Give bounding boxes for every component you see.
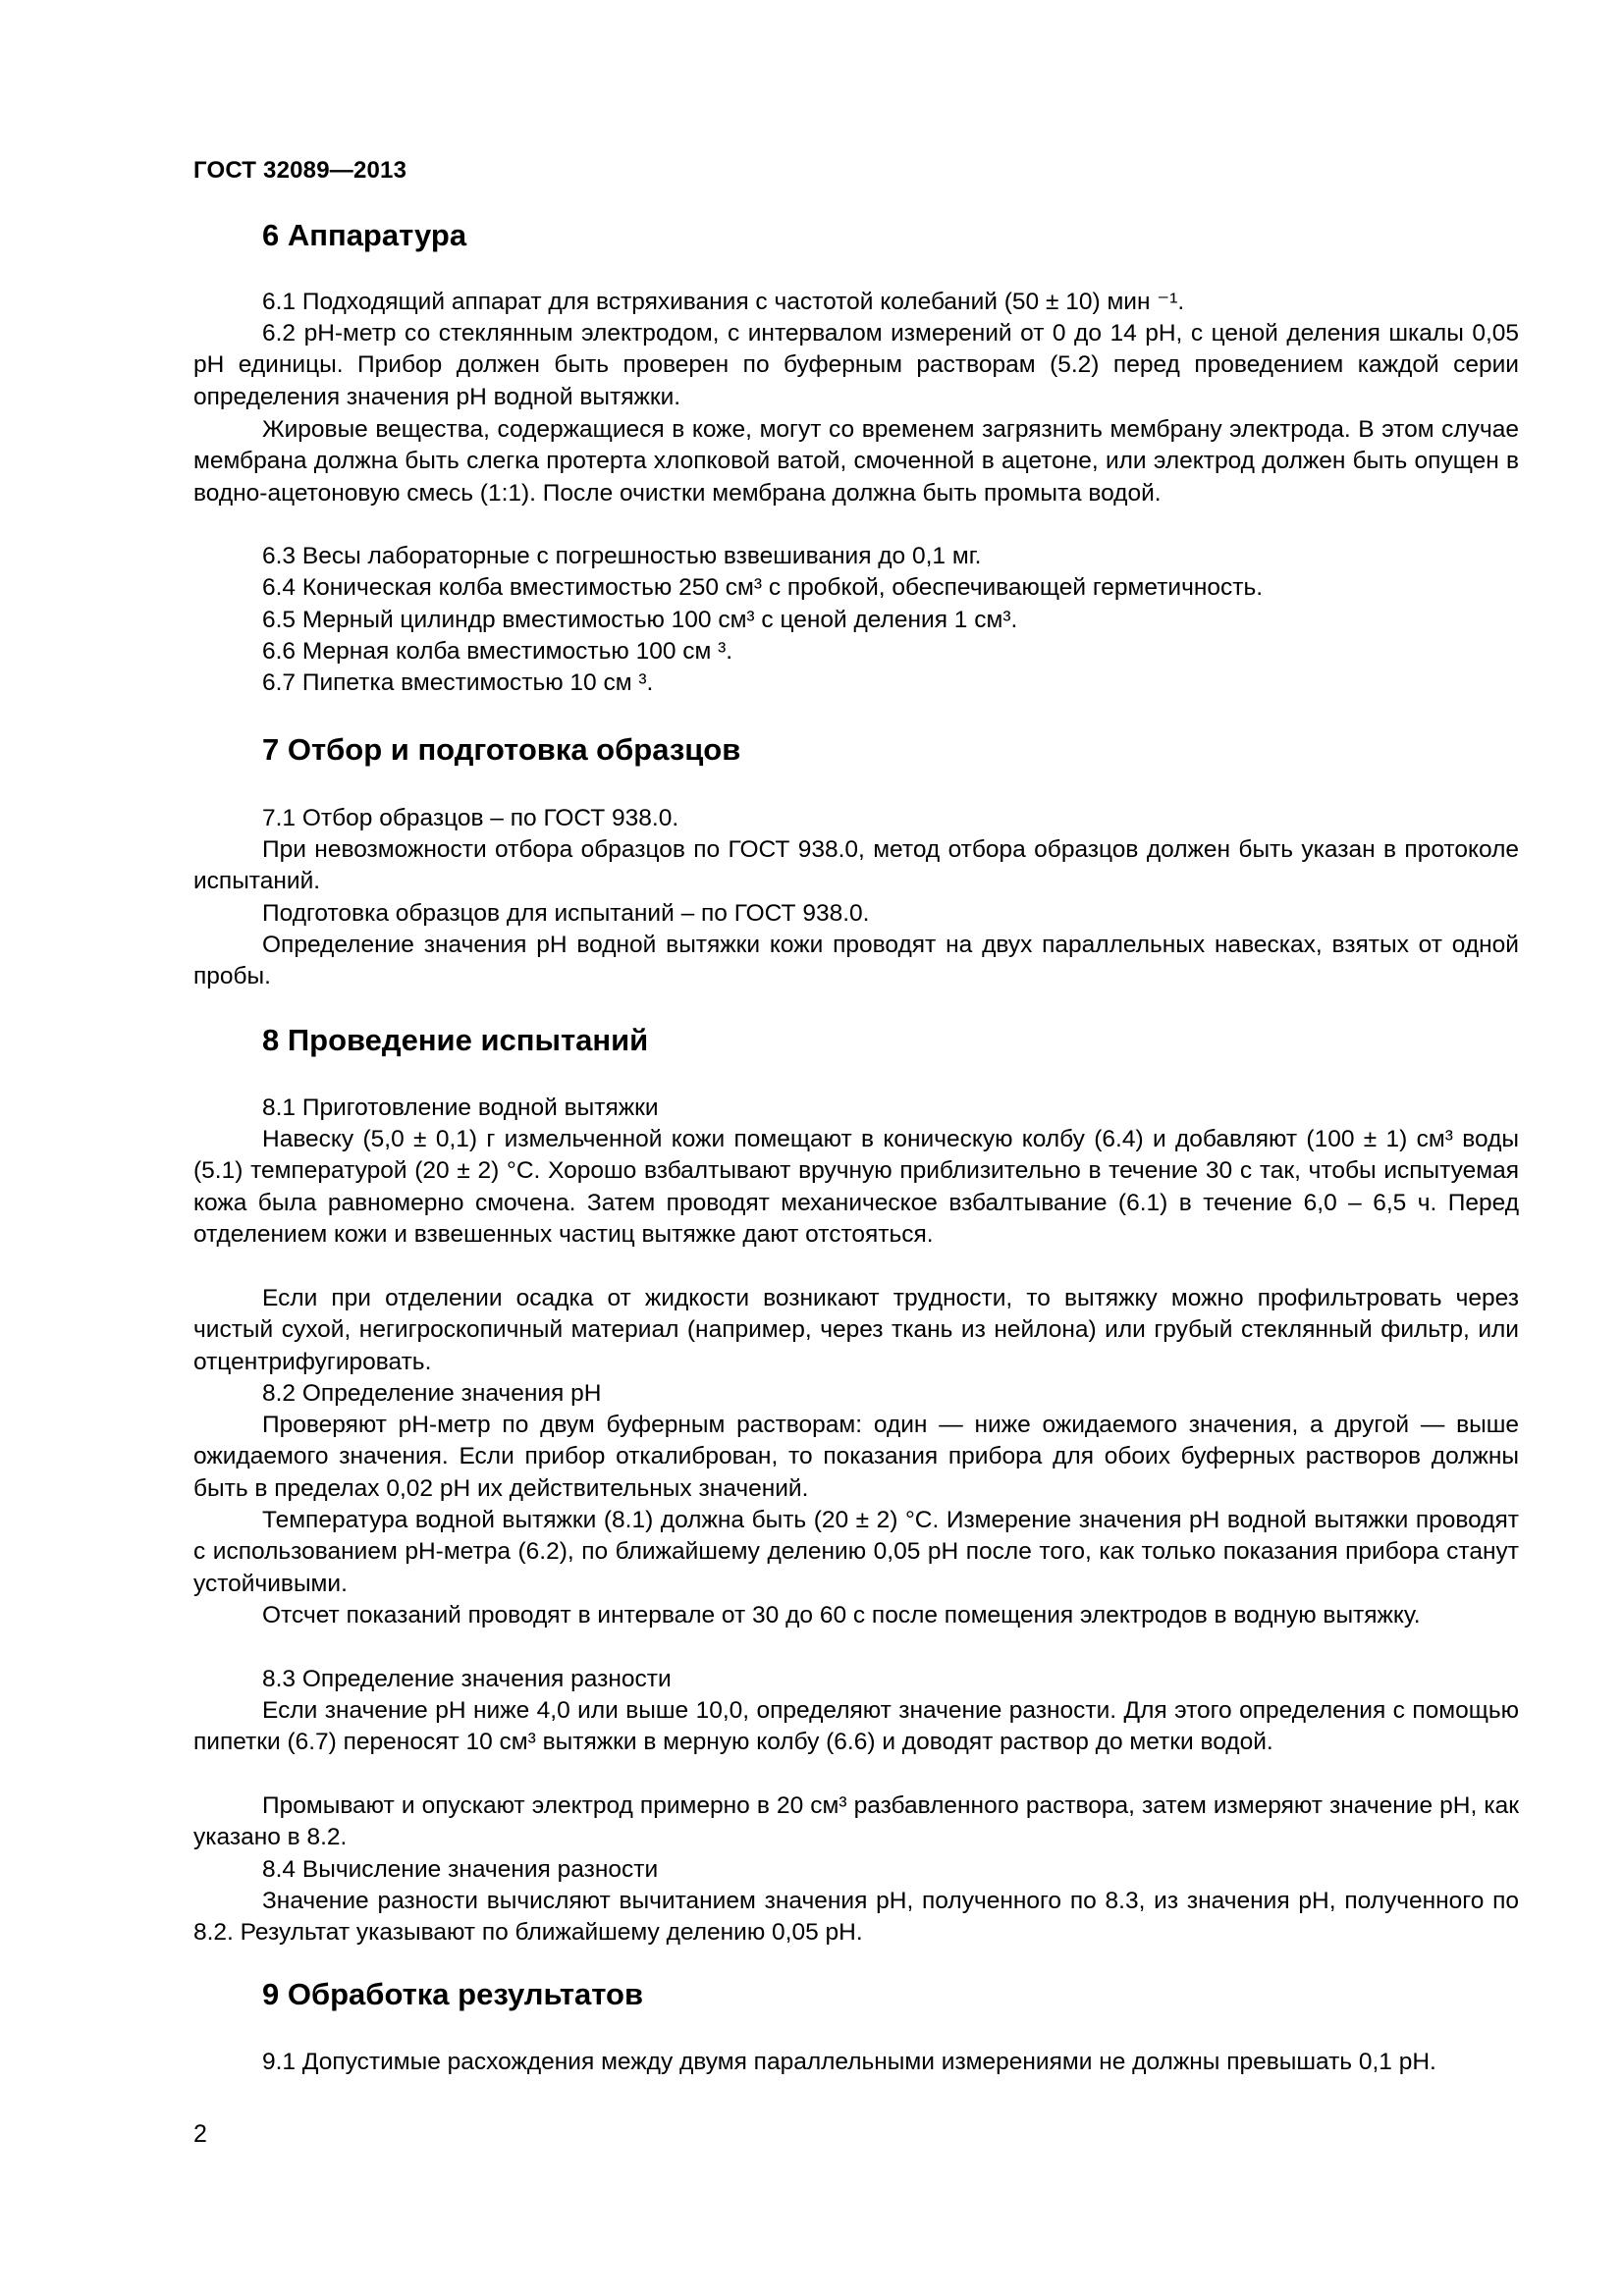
paragraph: 7.1 Отбор образцов – по ГОСТ 938.0.	[262, 805, 679, 831]
paragraph: 6.4 Коническая колба вместимостью 250 см³ с пробкой, обеспечивающей герметичность.	[262, 574, 1264, 601]
page-number: 2	[193, 2120, 207, 2148]
paragraph: Температура водной вытяжки (8.1) должна быть (20 ± 2) °С. Измерение значения рН водной вытяжки проводят с использованием рН-метра (6.2), по ближайшему делению 0,05 рН после того, как только показания прибора станут устойчивыми.	[193, 1507, 1519, 1597]
paragraph: 6.6 Мерная колба вместимостью 100 см ³.	[262, 638, 733, 665]
paragraph: Подготовка образцов для испытаний – по ГОСТ 938.0.	[262, 900, 870, 927]
paragraph: Если при отделении осадка от жидкости возникают трудности, то вытяжку можно профильтровать через чистый сухой, негигроскопичный материал (например, через ткань из нейлона) или грубый стеклянный фильтр, или отцентрифугировать.	[193, 1285, 1519, 1375]
paragraph: 8.3 Определение значения разности	[262, 1666, 672, 1692]
paragraph: 6.7 Пипетка вместимостью 10 см ³.	[262, 669, 654, 696]
paragraph: Определение значения рН водной вытяжки кожи проводят на двух параллельных навесках, взятых от одной пробы.	[193, 932, 1519, 990]
paragraph: Значение разности вычисляют вычитанием значения рН, полученного по 8.3, из значения рН, полученного по 8.2. Результат указывают по ближайшему делению 0,05 рН.	[193, 1888, 1519, 1947]
paragraph: 8.1 Приготовление водной вытяжки	[262, 1095, 659, 1121]
section-title-9: 9 Обработка результатов	[262, 1977, 644, 2011]
paragraph: 6.1 Подходящий аппарат для встряхивания с частотой колебаний (50 ± 10) мин ⁻¹.	[262, 289, 1185, 315]
paragraph: 6.5 Мерный цилиндр вместимостью 100 см³ с ценой деления 1 см³.	[262, 607, 1018, 633]
paragraph: Отсчет показаний проводят в интервале от 30 до 60 с после помещения электродов в водную вытяжку.	[262, 1602, 1421, 1629]
paragraph: 8.2 Определение значения рН	[262, 1380, 602, 1407]
paragraph: 6.2 рН-метр со стеклянным электродом, с интервалом измерений от 0 до 14 рН, с ценой деления шкалы 0,05 рН единицы. Прибор должен быть проверен по буферным растворам (5.2) перед проведением каждой серии определения значения рН водной вытяжки.	[193, 320, 1519, 410]
paragraph: 6.3 Весы лабораторные с погрешностью взвешивания до 0,1 мг.	[262, 543, 982, 569]
section-title-7: 7 Отбор и подготовка образцов	[262, 732, 741, 767]
paragraph: Промывают и опускают электрод примерно в 20 см³ разбавленного раствора, затем измеряют значение рН, как указано в 8.2.	[193, 1792, 1519, 1851]
paragraph: При невозможности отбора образцов по ГОСТ 938.0, метод отбора образцов должен быть указан в протоколе испытаний.	[193, 836, 1519, 895]
section-title-8: 8 Проведение испытаний	[262, 1023, 649, 1057]
section-title-6: 6 Аппаратура	[262, 218, 467, 252]
paragraph: Навеску (5,0 ± 0,1) г измельченной кожи помещают в коническую колбу (6.4) и добавляют (100 ± 1) см³ воды (5.1) температурой (20 ± 2) °С. Хорошо взбалтывают вручную приблизительно в течение 30 с так, чтобы испытуемая кожа была равномерно смочена. Затем проводят механическое взбалтывание (6.1) в течение 6,0 – 6,5 ч. Перед отделением кожи и взвешенных частиц вытяжке дают отстояться.	[193, 1126, 1519, 1249]
document-code: ГОСТ 32089—2013	[193, 157, 407, 184]
paragraph: Проверяют рН-метр по двум буферным растворам: один — ниже ожидаемого значения, а другой — выше ожидаемого значения. Если прибор откалиброван, то показания прибора для обоих буферных растворов должны быть в пределах 0,02 рН их действительных значений.	[193, 1412, 1519, 1502]
paragraph: 9.1 Допустимые расхождения между двумя параллельными измерениями не должны превышать 0,1 рН.	[262, 2049, 1436, 2075]
paragraph: 8.4 Вычисление значения разности	[262, 1856, 659, 1883]
paragraph: Жировые вещества, содержащиеся в коже, могут со временем загрязнить мембрану электрода. В этом случае мембрана должна быть слегка протерта хлопковой ватой, смоченной в ацетоне, или электрод должен быть опущен в водно-ацетоновую смесь (1:1). После очистки мембрана должна быть промыта водой.	[193, 416, 1519, 507]
paragraph: Если значение рН ниже 4,0 или выше 10,0, определяют значение разности. Для этого определения с помощью пипетки (6.7) переносят 10 см³ вытяжки в мерную колбу (6.6) и доводят раствор до метки водой.	[193, 1697, 1519, 1756]
